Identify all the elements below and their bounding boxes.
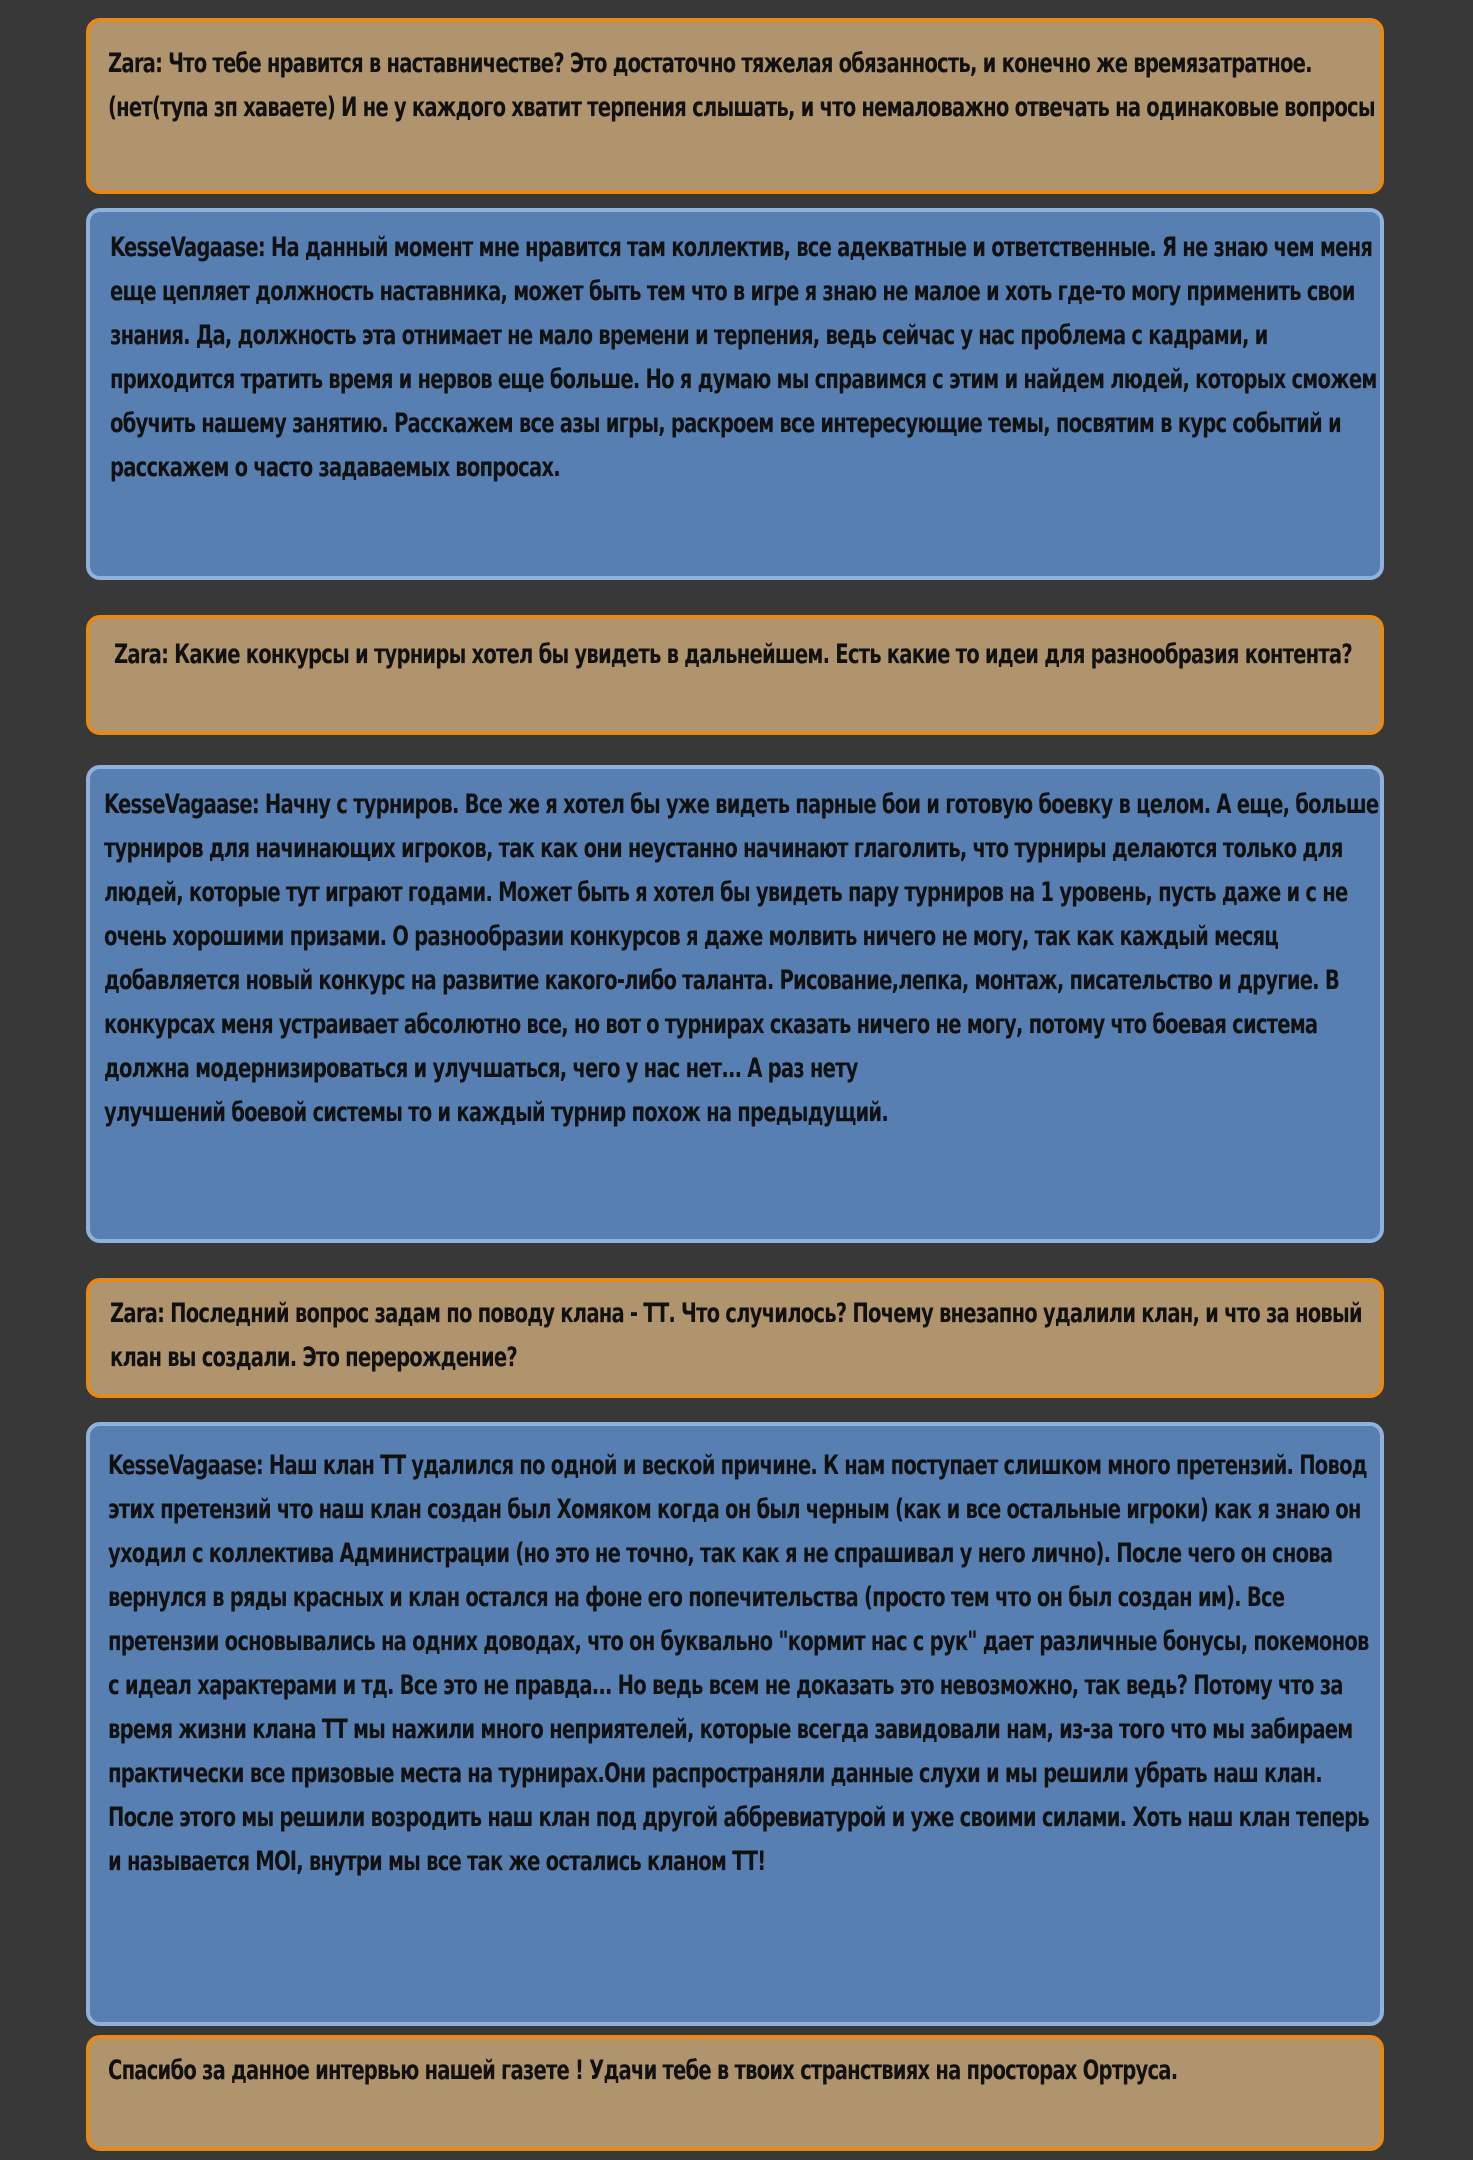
question-text-2: Zara: Какие конкурсы и турниры хотел бы увидеть в дальнейшем. Есть какие то идеи для разнообразия контента? bbox=[114, 639, 1352, 670]
answer-text-1: KesseVagaase: На данный момент мне нравится там коллектив, все адекватные и ответственные. Я не знаю чем меня еще цепляет должность наставника, может быть тем что в игре я знаю не малое и хоть где-то могу применить свои знания. Да, должность эта отнимает не мало времени и терпения, ведь сейчас у нас проблема с кадрами, и приходится тратить время и нервов еще больше. Но я думаю мы справимся с этим и найдем людей, которых сможем обучить нашему занятию. Расскажем все азы игры, раскроем все интересующие темы, посвятим в курс событий и расскажем о часто задаваемых вопросах. bbox=[110, 232, 1383, 483]
answer-box-3 bbox=[86, 1422, 1384, 2026]
question-text-1: Zara: Что тебе нравится в наставничестве? Это достаточно тяжелая обязанность, и конечно же времязатратное.(нет(тупа зп хаваете) И не у каждого хватит терпения слышать, и что немаловажно отвечать на одинаковые вопросы bbox=[108, 48, 1375, 123]
question-text-3: Zara: Последний вопрос задам по поводу клана - ТТ. Что случилось? Почему внезапно удалили клан, и что за новый клан вы создали. Это перерождение? bbox=[110, 1298, 1368, 1373]
answer-box-2 bbox=[86, 765, 1384, 1243]
question-box-3 bbox=[86, 1278, 1384, 1398]
answer-text-2: KesseVagaase: Начну с турниров. Все же я хотел бы уже видеть парные бои и готовую боевку в целом. А еще, больше турниров для начинающих игроков, так как они неустанно начинают глаголить, что турниры делаются только для людей, которые тут играют годами. Может быть я хотел бы увидеть пару турниров на 1 уровень, пусть даже и с не очень хорошими призами. О разнообразии конкурсов я даже молвить ничего не могу, так как каждый месяц добавляется новый конкурс на развитие какого-либо таланта. Рисование,лепка, монтаж, писательство и другие. В конкурсах меня устраивает абсолютно все, но вот о турнирах сказать ничего не могу, потому что боевая система должна модернизироваться и улучшаться, чего у нас нет... А раз нету улучшений боевой системы то и каждый турнир похож на предыдущий. bbox=[104, 789, 1379, 1128]
question-box-1 bbox=[86, 18, 1384, 194]
closing-box bbox=[86, 2035, 1384, 2151]
answer-box-1 bbox=[86, 208, 1384, 580]
closing-text: Спасибо за данное интервью нашей газете ! Удачи тебе в твоих странствиях на просторах Ортруса. bbox=[108, 2055, 1178, 2086]
answer-text-3: KesseVagaase: Наш клан ТТ удалился по одной и веской причине. К нам поступает слишком много претензий. Повод этих претензий что наш клан создан был Хомяком когда он был черным (как и все остальные игроки) как я знаю он уходил с коллектива Администрации (но это не точно, так как я не спрашивал у него лично). После чего он снова вернулся в ряды красных и клан остался на фоне его попечительства (просто тем что он был создан им). Все претензии основывались на одних доводах, что он буквально "кормит нас с рук" дает различные бонусы, покемонов с идеал характерами и тд. Все это не правда... Но ведь всем не доказать это невозможно, так ведь? Потому что за время жизни клана ТТ мы нажили много неприятелей, которые всегда завидовали нам, из-за того что мы забираем практически все призовые места на турнирах.Они распространяли данные слухи и мы решили убрать наш клан. После этого мы решили возродить наш клан под другой аббревиатурой и уже своими силами. Хоть наш клан теперь и называется MOI, внутри мы все так же остались кланом ТТ! bbox=[108, 1450, 1375, 1877]
question-box-2 bbox=[86, 615, 1384, 735]
